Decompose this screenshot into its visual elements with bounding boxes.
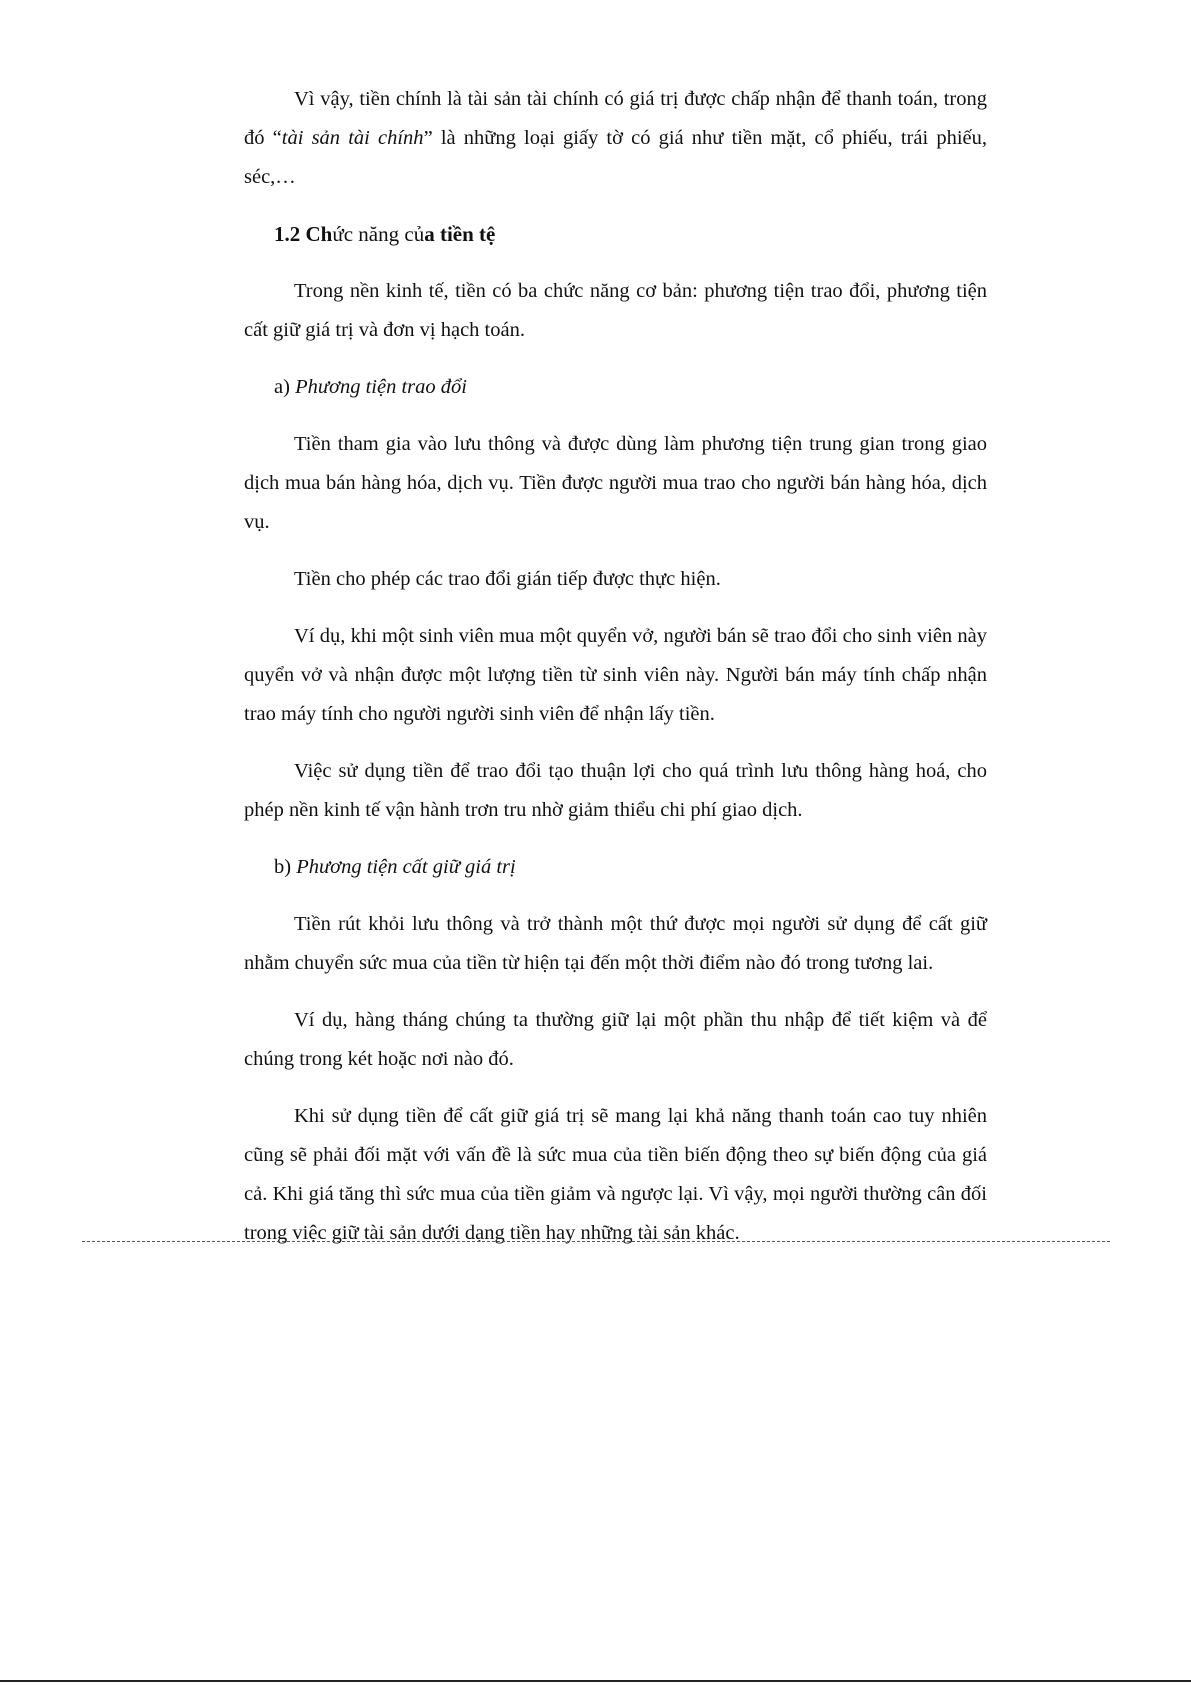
paragraph-exchange-1: Tiền tham gia vào lưu thông và được dùng làm phương tiện trung gian trong giao dịch mua bán hàng hóa, dịch vụ. Tiền được người mua trao cho người bán hàng hóa, dịch vụ. [244,433,987,533]
section-heading [244,215,987,254]
page-content [244,80,987,1271]
paragraph-intro-end: ” là những loại giấy tờ có giá như tiền mặt, cổ phiếu, trái phiếu, séc,… [244,127,987,188]
subheading-a-title: Phương tiện trao đổi [295,376,467,398]
subheading-a-label: a) [274,376,290,398]
paragraph-functions: Trong nền kinh tế, tiền có ba chức năng cơ bản: phương tiện trao đổi, phương tiện cất giữ giá trị và đơn vị hạch toán. [244,280,987,341]
paragraph-intro-start: Vì vậy, tiền chính là tài sản tài chính có giá trị được chấp nhận để thanh toán, trong đó “ [244,88,987,149]
paragraph-intro [244,80,987,197]
section-heading-middle: ức năng củ [332,222,425,246]
subheading-b-label: b) [274,856,292,878]
paragraph-store-1: Tiền rút khỏi lưu thông và trở thành một thứ được mọi người sử dụng để cất giữ nhằm chuyển sức mua của tiền từ hiện tại đến một thời điểm nào đó trong tương lai. [244,913,987,974]
paragraph-exchange-benefit: Việc sử dụng tiền để trao đổi tạo thuận lợi cho quá trình lưu thông hàng hoá, cho phép nền kinh tế vận hành trơn tru nhờ giảm thiểu chi phí giao dịch. [244,760,987,821]
section-heading-end: a tiền tệ [424,222,496,246]
paragraph-store-example: Ví dụ, hàng tháng chúng ta thường giữ lại một phần thu nhập để tiết kiệm và để chúng trong két hoặc nơi nào đó. [244,1009,987,1070]
term-financial-asset: tài sản tài chính [281,127,424,149]
paragraph-exchange-2: Tiền cho phép các trao đổi gián tiếp được thực hiện. [294,568,721,590]
bottom-rule [0,1680,1191,1682]
subheading-b [244,848,987,887]
subheading-b-title: Phương tiện cất giữ giá trị [296,856,516,878]
paragraph-exchange-example: Ví dụ, khi một sinh viên mua một quyển vở, người bán sẽ trao đổi cho sinh viên này quyển vở và nhận được một lượng tiền từ sinh viên này. Người bán máy tính chấp nhận trao máy tính cho người người sinh viên để nhận lấy tiền. [244,625,987,725]
paragraph-store-risk: Khi sử dụng tiền để cất giữ giá trị sẽ mang lại khả năng thanh toán cao tuy nhiên cũng sẽ phải đối mặt với vấn đề là sức mua của tiền biến động theo sự biến động của giá cả. Khi giá tăng thì sức mua của tiền giảm và ngược lại. Vì vậy, mọi người thường cân đối trong việc giữ tài sản dưới dạng tiền hay những tài sản khác. [244,1105,987,1244]
subheading-a [244,368,987,407]
footer-divider [82,1241,1110,1242]
section-heading-number: 1.2 Ch [274,222,333,246]
